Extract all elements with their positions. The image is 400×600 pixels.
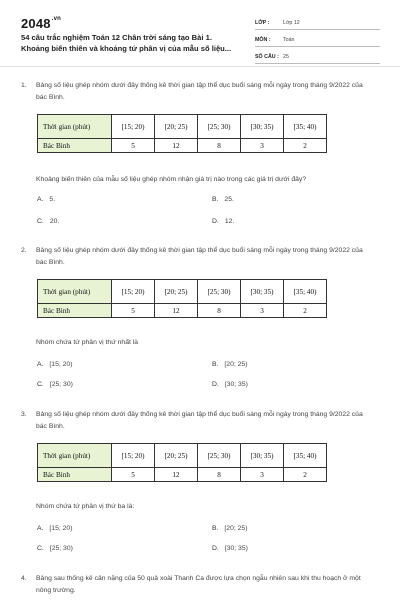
option-letter: B. [212,525,219,532]
site-logo[interactable] [21,16,61,31]
question-body: Bảng số liệu ghép nhóm dưới đây thống kê thời gian tập thể dục buổi sáng mỗi ngày trong tháng 9/2022 của bác Bình. [36,247,363,266]
table-cell: 12 [155,139,198,153]
question-prompt: Khoảng biến thiên của mẫu số liệu ghép nhóm nhận giá trị nào trong các giá trị dưới đây? [36,176,307,183]
title-line-1: 54 câu trắc nghiệm Toán 12 Chân trời sáng tạo Bài 1. [21,33,212,42]
question-text [21,409,366,432]
option-letter: A. [37,525,44,532]
table-cell: [30; 35) [241,115,284,139]
question-prompt: Nhóm chứa tứ phân vị thứ nhất là [36,339,139,346]
frequency-table [37,114,327,153]
logo-suffix: .vn [51,16,62,22]
table-cell: [25; 30) [198,115,241,139]
option-b[interactable] [212,196,234,203]
table-cell: [30; 35) [241,444,284,468]
option-d[interactable] [212,381,248,388]
table-cell: 2 [284,304,327,318]
table-cell: 8 [198,304,241,318]
option-letter: B. [212,196,219,203]
meta-value: 25 [283,54,289,60]
option-text: [15; 20) [49,525,73,532]
table-cell: [35; 40) [284,444,327,468]
document-meta [255,17,380,68]
table-cell: 8 [198,139,241,153]
option-text: [15; 20) [49,361,73,368]
option-b[interactable] [212,361,247,368]
option-text: [25; 30) [49,381,73,388]
table-cell: 2 [284,139,327,153]
option-a[interactable] [37,525,72,532]
frequency-table [37,279,327,318]
option-d[interactable] [212,545,248,552]
option-letter: D. [212,545,219,552]
question-text [21,80,366,103]
table-cell: [15; 20) [112,280,155,304]
table-cell: [20; 25) [155,280,198,304]
question-text [21,573,366,596]
option-a[interactable] [37,361,72,368]
option-text: 12. [224,218,235,225]
question-body: Bảng số liệu ghép nhóm dưới đây thống kê thời gian tập thể dục buổi sáng mỗi ngày trong tháng 9/2022 của bác Bình. [36,411,363,430]
question-prompt: Nhóm chứa tứ phân vị thứ ba là: [36,503,135,510]
option-c[interactable] [37,381,73,388]
table-cell: 8 [198,468,241,482]
title-line-2: Khoảng biến thiên và khoảng tứ phân vị của mẫu số liệu... [21,43,232,53]
table-cell: 5 [112,468,155,482]
table-cell: 12 [155,304,198,318]
table-cell: 3 [241,139,284,153]
question-number: 4. [21,575,27,582]
table-header-label: Thời gian (phút) [38,115,112,139]
question-text [21,245,366,268]
meta-row-subject [255,34,380,47]
option-letter: A. [37,196,44,203]
table-cell: [15; 20) [112,115,155,139]
option-letter: A. [37,361,44,368]
table-row-label: Bác Bình [38,304,112,318]
table-header-label: Thời gian (phút) [38,280,112,304]
document-title [21,33,246,54]
question-number: 1. [21,82,27,89]
table-cell: 3 [241,468,284,482]
option-text: 25. [224,196,234,203]
option-text: [25; 30) [49,545,73,552]
option-text: 5. [49,196,56,203]
table-cell: 3 [241,304,284,318]
table-row-label: Bác Bình [38,139,112,153]
question-number: 3. [21,411,27,418]
option-letter: B. [212,361,219,368]
table-cell: [20; 25) [155,115,198,139]
meta-label: LỚP : [255,20,270,26]
option-text: [20; 25) [224,525,248,532]
option-letter: C. [37,545,44,552]
meta-label: SỐ CÂU : [255,54,279,60]
option-a[interactable] [37,196,55,203]
meta-value: Toán [283,37,295,43]
option-letter: C. [37,381,44,388]
option-text: [30; 35) [224,381,248,388]
table-header-label: Thời gian (phút) [38,444,112,468]
question-body: Bảng số liệu ghép nhóm dưới đây thống kê thời gian tập thể dục buổi sáng mỗi ngày trong tháng 9/2022 của bác Bình. [36,82,363,101]
table-cell: [25; 30) [198,444,241,468]
table-row-label: Bác Bình [38,468,112,482]
page-header [0,0,400,67]
table-cell: 5 [112,139,155,153]
logo-text: 2048 [21,16,51,31]
table-cell: [30; 35) [241,280,284,304]
option-text: [30; 35) [224,545,248,552]
table-cell: 2 [284,468,327,482]
option-text: 20. [49,218,60,225]
table-cell: [35; 40) [284,115,327,139]
option-letter: D. [212,381,219,388]
meta-label: MÔN : [255,37,271,43]
table-cell: [35; 40) [284,280,327,304]
meta-value: Lớp 12 [283,20,300,26]
option-letter: C. [37,218,44,225]
question-body: Bảng sau thống kê cân nặng của 50 quả xoài Thanh Ca được lựa chọn ngẫu nhiên sau khi thu hoạch ở một nông trường. [36,575,361,594]
meta-row-count [255,51,380,64]
option-d[interactable] [212,218,234,225]
option-b[interactable] [212,525,247,532]
table-cell: [15; 20) [112,444,155,468]
table-cell: [20; 25) [155,444,198,468]
option-c[interactable] [37,545,73,552]
meta-row-grade [255,17,380,30]
option-letter: D. [212,218,219,225]
option-c[interactable] [37,218,59,225]
question-number: 2. [21,247,27,254]
option-text: [20; 25) [224,361,248,368]
table-cell: 5 [112,304,155,318]
frequency-table [37,443,327,482]
table-cell: [25; 30) [198,280,241,304]
table-cell: 12 [155,468,198,482]
